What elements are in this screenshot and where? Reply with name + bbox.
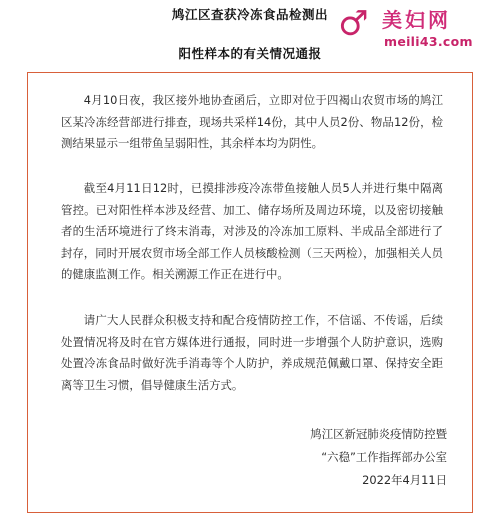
notice-title-line2: 阳性样本的有关情况通报 (178, 46, 322, 61)
signature-date: 2022年4月11日 (362, 473, 447, 487)
notice-title-line1: 鸠江区查获冷冻食品检测出 (171, 7, 328, 22)
watermark-site-name: 美妇网 (382, 8, 451, 32)
watermark-url: meili43.com (384, 34, 473, 49)
watermark-logo-icon: ♂ (338, 4, 369, 44)
site-watermark (338, 2, 500, 60)
notice-paragraph-2: 截至4月11日12时，已摸排涉疫冷冻带鱼接触人员5人并进行集中隔离管控。已对阳性样本涉及经营、加工、储存场所及周边环境，以及密切接触者的生活环境进行了终末消毒，对涉及的冷冻加工原料、半成品全部进行了封存，同时开展农贸市场全部工作人员核酸检测（三天两检），加强相关人员的健康监测工作。相关溯源工作正在进行中。 (61, 181, 443, 281)
signature-org-line2: “六稳”工作指挥部办公室 (321, 450, 447, 464)
notice-paragraph-1: 4月10日夜，我区接外地协查函后，立即对位于四褐山农贸市场的鸠江区某冷冻经营部进行排查，现场共采样14份，其中人员2份、物品12份，检测结果显示一组带鱼呈弱阳性，其余样本均为阴性。 (61, 93, 443, 150)
signature-org-line1: 鸠江区新冠肺炎疫情防控暨 (310, 427, 447, 441)
notice-paragraph-3: 请广大人民群众积极支持和配合疫情防控工作，不信谣、不传谣，后续处置情况将及时在官方媒体进行通报，同时进一步增强个人防护意识，选购处置冷冻食品时做好洗手消毒等个人防护，养成规范佩戴口罩、保持安全距离等卫生习惯，倡导健康生活方式。 (61, 313, 443, 392)
